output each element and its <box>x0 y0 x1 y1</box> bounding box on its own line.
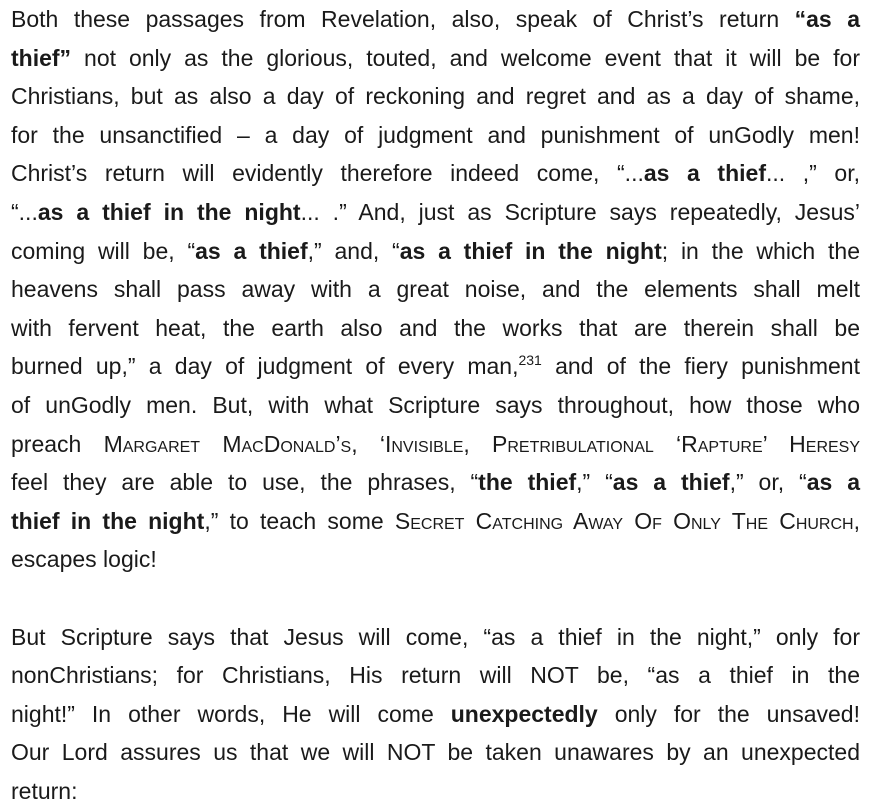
text-run: ... ,” or, <box>766 160 860 186</box>
bold-text: as a <box>807 469 860 495</box>
text-line <box>11 772 860 810</box>
text-run: Christ’s return will evidently therefore indeed come, “... <box>11 160 644 186</box>
bold-text: as a thief <box>195 238 308 264</box>
text-line <box>11 386 860 425</box>
text-run: feel they are able to use, the phrases, “ <box>11 469 478 495</box>
bold-text: thief” <box>11 45 71 71</box>
text-run: heavens shall pass away with a great noise, and the elements shall melt <box>11 276 860 302</box>
text-run: night!” In other words, He will come <box>11 701 451 727</box>
text-line <box>11 77 860 116</box>
text-line <box>11 463 860 502</box>
text-line <box>11 695 860 734</box>
text-run: with fervent heat, the earth also and the works that are therein shall be <box>11 315 860 341</box>
text-line <box>11 116 860 155</box>
text-run: , ‘ <box>351 431 385 457</box>
bold-text: unexpectedly <box>451 701 598 727</box>
text-line <box>11 39 860 78</box>
text-run: Both these passages from Revelation, also, speak of Christ’s return <box>11 6 795 32</box>
small-caps-text: Invisible, Pretribulational <box>385 431 654 457</box>
paragraph-2 <box>11 618 860 810</box>
bold-text: the thief <box>478 469 576 495</box>
text-line <box>11 232 860 271</box>
text-run: ... .” And, just as Scripture says repeatedly, Jesus’ <box>301 199 860 225</box>
text-run: Our Lord assures us that we will NOT be taken unawares by an unexpected <box>11 739 860 765</box>
text-run: coming will be, “ <box>11 238 195 264</box>
text-run: ‘ <box>654 431 681 457</box>
text-line <box>11 733 860 772</box>
text-line <box>11 618 860 657</box>
text-run: escapes logic! <box>11 546 157 572</box>
text-line <box>11 0 860 39</box>
paragraph-1 <box>11 0 860 579</box>
text-run: ,” “ <box>576 469 613 495</box>
text-line <box>11 270 860 309</box>
text-run: for the unsanctified – a day of judgment and punishment of unGodly men! <box>11 122 860 148</box>
text-run: nonChristians; for Christians, His return will NOT be, “as a thief in the <box>11 662 860 688</box>
text-run: , <box>854 508 860 534</box>
bold-text: as a thief <box>613 469 730 495</box>
text-run: “... <box>11 199 38 225</box>
bold-text: as a thief <box>644 160 766 186</box>
bold-text: as a thief in the night <box>400 238 662 264</box>
document-page <box>11 0 860 810</box>
text-line <box>11 425 860 464</box>
small-caps-text: Heresy <box>789 431 860 457</box>
text-run: But Scripture says that Jesus will come, “as a thief in the night,” only for <box>11 624 860 650</box>
text-line <box>11 193 860 232</box>
text-line <box>11 347 860 386</box>
text-run: ,” to teach some <box>204 508 395 534</box>
bold-text: “as a <box>795 6 860 32</box>
text-run: ; in the which the <box>662 238 860 264</box>
text-run: Christians, but as also a day of reckoning and regret and as a day of shame, <box>11 83 860 109</box>
text-line <box>11 656 860 695</box>
text-run: burned up,” a day of judgment of every man, <box>11 353 518 379</box>
text-line <box>11 154 860 193</box>
text-line <box>11 540 860 579</box>
bold-text: as a thief in the night <box>38 199 301 225</box>
text-run: return: <box>11 778 77 804</box>
text-run: and of the fiery punishment <box>542 353 860 379</box>
text-run: ’ <box>763 431 790 457</box>
text-run: only for the unsaved! <box>598 701 860 727</box>
small-caps-text: Secret Catching Away Of Only The Church <box>395 508 854 534</box>
text-run: ,” or, “ <box>730 469 807 495</box>
text-line <box>11 309 860 348</box>
small-caps-text: Margaret MacDonald’s <box>104 431 352 457</box>
bold-text: thief in the night <box>11 508 204 534</box>
text-run: of unGodly men. But, with what Scripture says throughout, how those who <box>11 392 860 418</box>
text-run: not only as the glorious, touted, and welcome event that it will be for <box>71 45 860 71</box>
text-run: ,” and, “ <box>308 238 400 264</box>
footnote-reference: 231 <box>518 352 541 368</box>
text-run: preach <box>11 431 104 457</box>
small-caps-text: Rapture <box>681 431 763 457</box>
text-line <box>11 502 860 541</box>
